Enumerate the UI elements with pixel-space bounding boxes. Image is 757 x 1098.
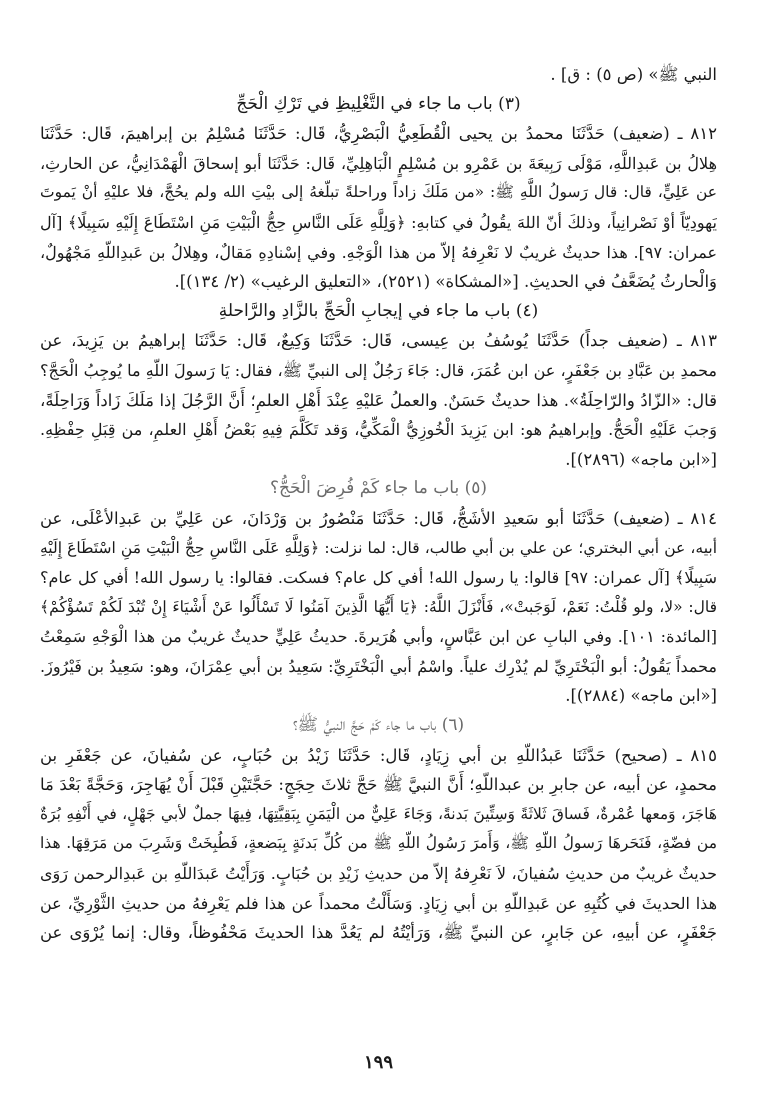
text-line: عمران: ٩٧]. هذا حديثٌ غريبٌ لا نَعْرِفهُ إلاّ من هذا الْوَجْهِ. وفي إسْنادِهِ مَقالٌ، وهِلالُ بن عَبدِاللّهِ مَجْهُولٌ، <box>40 242 717 262</box>
text-line: محمداً يَقُولُ: أبو الْبَخْتَرِيِّ لم يُدْرِك علياً. واسْمُ أبي الْبَخْتَرِيِّ: سَعِيدُ بن أبي عِمْرَانَ، وهو: سَعِيدُ بن فَيْرُوزَ. <box>40 656 717 676</box>
chapter-heading: (٤) باب ما جاء في إيجابِ الْحَجِّ بالزَّادِ والرَّاحلةِ <box>218 300 539 321</box>
text-line: أبيه، عن أبي البختري؛ عن علي بن أبي طالب، قال: لما نزلت: ﴿وَلِلَّهِ عَلَى النَّاسِ حِجُّ الْبَيْتِ مَنِ اسْتَطَاعَ إِلَيْهِ <box>40 538 717 557</box>
text-line: وَجبَ عَلَيْهِ الْحَجُّ. وإبراهيمُ هو: ابن يَزِيدَ الْخُوزِيُّ الْمَكِّيُّ، وَقد تَكَلَّمَ فِيهِ بَعْضُ أَهْلِ العلمِ، من قِبَلِ حِفْظِهِ. <box>40 420 717 440</box>
text-line: النبي ﷺ» (ص ٥) : ق] . <box>550 65 717 84</box>
text-line: ٨١٤ ـ (ضعيف) حَدَّثَنَا أبو سَعيدِ الأشَجُّ، قَال: حَدَّثَنَا مَنْصُورُ بن وَرْدَانَ، عن عَلِيِّ بن عَبدِالأعْلَى، عن <box>40 508 717 528</box>
chapter-heading: (٣) باب ما جاء في التَّغْلِيظِ في تَرْكِ الْحَجِّ <box>236 93 521 114</box>
text-line: حديثٌ غريبٌ من حديثِ سُفيانَ، لاَ نَعْرِفهُ إلاّ من حديثِ زَيْدِ بن حُبَابٍ. وَرَأَيْتُ عَبدَاللّهِ بن عَبدِالرحمن رَوَى <box>40 864 717 884</box>
book-page <box>40 60 717 1078</box>
text-line: ٨١٥ ـ (صحيح) حَدَّثَنَا عَبدُاللّهِ بن أبي زِيَادٍ، قَال: حَدَّثَنَا زَيْدُ بن حُبَابٍ، عن سُفيانَ، عن جَعْفَرِ بن <box>40 745 717 765</box>
chapter-heading: (٦) باب ما جاء كَمْ حَجَّ النبيُّ ﷺ؟ <box>292 715 465 736</box>
chapter-heading: (٥) باب ما جاء كَمْ فُرِضَ الْحَجُّ؟ <box>269 478 488 499</box>
text-line: وَالْحارثُ يُضَعَّفُ في الحديثِ. [«المشكاة» (٢٥٢١)، «التعليق الرغيب» (٢/ ١٣٤)]. <box>174 272 717 292</box>
text-line: ٨١٢ ـ (ضعيف) حَدَّثَنَا محمدُ بن يحيى الْقُطَعِيُّ الْبَصْرِيُّ، قَال: حَدَّثَنَا مُسْلِمُ بن إبراهيمَ، قَال: حَدَّثَنَا <box>40 124 717 144</box>
text-line: [«ابن ماجه» (٢٨٨٤)]. <box>565 686 717 706</box>
text-line: يَهودِيّاً أوْ نَصْرانِياً، وذلكَ أنّ اللهَ يقُولُ في كتابهِ: ﴿وَلِلَّهِ عَلَى النَّاسِ حِجُّ الْبَيْتِ مَنِ اسْتَطَاعَ إِلَيْهِ سَبِيلًا﴾ [آل <box>40 212 717 232</box>
text-line: من فضّةٍ، فَنَحَرهَا رَسولُ اللّهِ ﷺ، وَأَمرَ رَسُولُ اللّهِ ﷺ من كُلِّ بَدنَةٍ بِبَضعةٍ، فَطُبِخَتْ وَشَرِبَ من مَرَقِهَا. هذا <box>40 834 717 853</box>
text-line: محمدٍ، عن أبيه، عن جابرِ بن عبداللّهِ؛ أَنَّ النبيَّ ﷺ حَجَّ ثلاثَ حِجَجٍ: حَجَّتَيْنِ قَبْلَ أَنْ يُهَاجِرَ، وَحَجَّةً بَعْدَ مَا <box>40 775 717 795</box>
text-line: قال: «لا، ولو قُلْتُ: نَعَمْ، لَوَجَبتْ»، فَأَنْزَلَ اللَّهُ: ﴿يَا أَيُّهَا الَّذِينَ آمَنُوا لَا تَسْأَلُوا عَنْ أَشْيَاءَ إِنْ تُبْدَ لَكُمْ تَسُؤْكُمْ﴾ <box>40 597 717 616</box>
page-number: ١٩٩ <box>363 1052 393 1073</box>
text-line: قال: «الزّادُ والرّاحِلَةُ». هذا حديثٌ حَسَنٌ. والعملُ عَليْهِ عِنْدَ أَهْلِ العلمِ؛ أَنَّ الرَّجُلَ إذا مَلَكَ زَاداً وَرَاحِلَةً، <box>40 390 717 410</box>
text-line: ٨١٣ ـ (ضعيف جداً) حَدَّثَنَا يُوسُفُ بن عِيسى، قَال: حَدَّثَنَا وَكِيعٌ، قَال: حَدَّثَنَا إبراهيمُ بن يَزِيدَ، عن <box>40 331 717 351</box>
text-line: هِلالُ بن عَبدِاللَّهِ، مَوْلَى رَبِيعَةَ بن عَمْرِو بن مُسْلِمٍ الْبَاهِلِيِّ، قَال: حَدَّثَنَا أبو إسحاقَ الْهَمْدَانِيُّ، عن الحارثِ، <box>40 153 717 173</box>
text-line: سَبِيلًا﴾ [آل عمران: ٩٧] قالوا: يا رسول الله! أفي كل عام؟ فسكت. فقالوا: يا رسول الله! أفي كل عام؟ <box>40 568 717 588</box>
text-line: محمدِ بن عَبَّادِ بن جَعْفَرٍ، عن ابن عُمَرَ، قال: جَاءَ رَجُلٌ إلى النبيِّ ﷺ، فقال: يَا رَسولَ اللّهِ ما يُوجِبُ الْحَجَّ؟ <box>40 360 717 380</box>
text-line: هذا الحديثَ في كُتُبِهِ عن عَبدِاللّهِ بن أبي زِيَادٍ. وَسَأَلْتُ محمداً عن هذا فلم يَعْرِفهُ من حديثِ الثَّوْرِيِّ، عن <box>40 893 717 913</box>
text-line: عن عَلِيٍّ، قال: قال رَسولُ اللَّهِ ﷺ: «من مَلَكَ زاداً وراحلةً تبلّغهُ إلى بيْتِ الله ولم يحُجَّ، فلا عليْهِ أنْ يَموتَ <box>40 183 717 202</box>
text-line: هَاجَرَ، وَمعها عُمْرةٌ، فَساقَ ثَلاثَةً وَسِتِّينَ بَدنةً، وَجَاءَ عَلِيٌّ من الْيَمَنِ بِبَقِيَّتِهَا، فِيهَا جملٌ لأبي جَهْلٍ، في أَنْفِهِ بُرَةٌ <box>40 804 717 823</box>
text-line: [المائدة: ١٠١]. وفي البابِ عن ابن عَبَّاسٍ، وأبي هُرَيرةَ. حديثُ عَلِيٍّ حديثٌ غريبٌ من هذا الْوَجْهِ سَمِعْتُ <box>40 627 717 647</box>
text-line: [«ابن ماجه» (٢٨٩٦)]. <box>565 449 717 469</box>
text-line: جَعْفَرٍ، عن أبيهِ، عن جَابرٍ، عن النبيِّ ﷺ، وَرَأيْتُهُ لم يَعُدَّ هذا الحديثَ مَحْفُوظاً، وقال: إنما يُرْوَى عن <box>40 923 717 943</box>
